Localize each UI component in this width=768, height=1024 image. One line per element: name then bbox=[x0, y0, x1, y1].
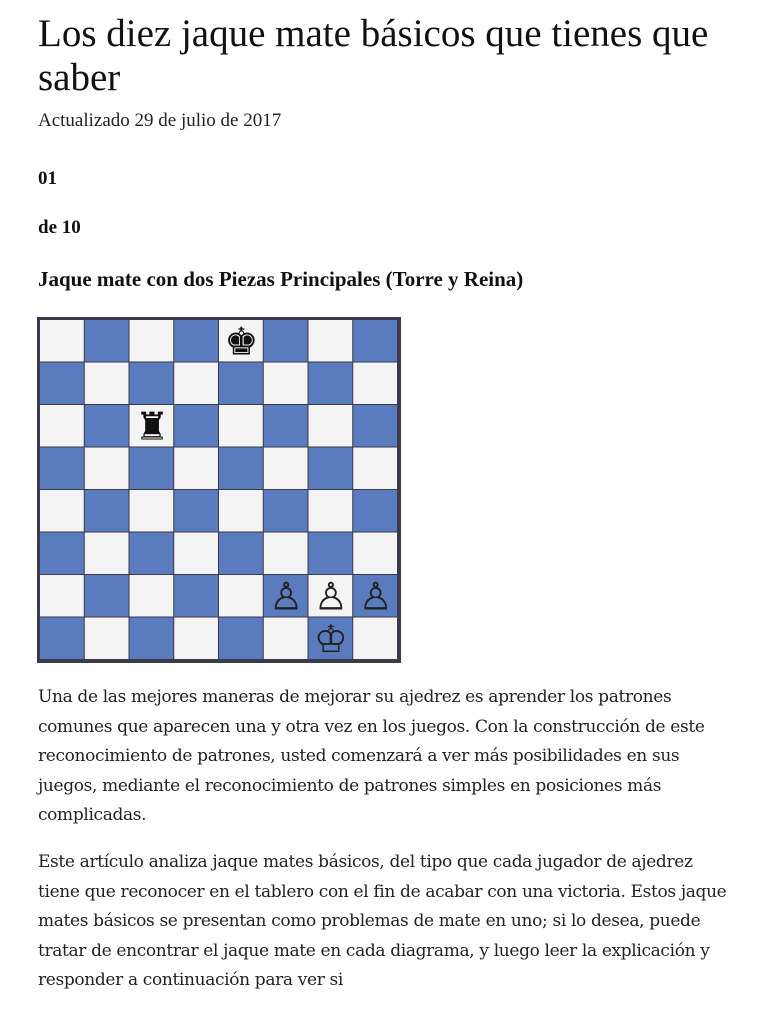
square-h3 bbox=[353, 533, 397, 575]
white-pawn-h2: ♙ bbox=[358, 574, 393, 619]
square-e5 bbox=[219, 448, 263, 490]
square-d1 bbox=[174, 618, 218, 660]
square-g5 bbox=[309, 448, 353, 490]
square-c7 bbox=[130, 363, 174, 405]
square-h8 bbox=[353, 320, 397, 362]
square-a4 bbox=[40, 490, 84, 532]
square-f4 bbox=[264, 490, 308, 532]
square-c2 bbox=[130, 575, 174, 617]
square-b8 bbox=[85, 320, 129, 362]
square-a7 bbox=[40, 363, 84, 405]
square-a2 bbox=[40, 575, 84, 617]
article-title: Los diez jaque mate básicos que tienes que saber bbox=[38, 12, 709, 99]
white-pawn-g2: ♙ bbox=[313, 574, 348, 619]
square-d4 bbox=[174, 490, 218, 532]
square-e7 bbox=[219, 363, 263, 405]
white-king-g1: ♔ bbox=[313, 616, 348, 661]
square-f5 bbox=[264, 448, 308, 490]
chess-diagram bbox=[37, 317, 401, 663]
square-a1 bbox=[40, 618, 84, 660]
square-e2 bbox=[219, 575, 263, 617]
square-a8 bbox=[40, 320, 84, 362]
square-c1 bbox=[130, 618, 174, 660]
square-e4 bbox=[219, 490, 263, 532]
square-h6 bbox=[353, 405, 397, 447]
square-g3 bbox=[309, 533, 353, 575]
square-b3 bbox=[85, 533, 129, 575]
square-h1 bbox=[353, 618, 397, 660]
square-a6 bbox=[40, 405, 84, 447]
description-paragraph: Este artículo analiza jaque mates básicos, del tipo que cada jugador de ajedrez tiene que reconocer en el tablero con el fin de acabar con una victoria. Estos jaque mates básicos se presentan como problemas de mate en uno; si lo desea, puede tratar de encontrar el jaque mate en cada diagrama, y luego leer la explicación y responder a continuación para ver si bbox=[38, 852, 727, 990]
square-c4 bbox=[130, 490, 174, 532]
square-b6 bbox=[85, 405, 129, 447]
square-f6 bbox=[264, 405, 308, 447]
square-h4 bbox=[353, 490, 397, 532]
square-c5 bbox=[130, 448, 174, 490]
square-b1 bbox=[85, 618, 129, 660]
square-d6 bbox=[174, 405, 218, 447]
square-f1 bbox=[264, 618, 308, 660]
step-number: 01 bbox=[38, 168, 57, 189]
square-d2 bbox=[174, 575, 218, 617]
square-e6 bbox=[219, 405, 263, 447]
square-a3 bbox=[40, 533, 84, 575]
square-e3 bbox=[219, 533, 263, 575]
square-h7 bbox=[353, 363, 397, 405]
square-g8 bbox=[309, 320, 353, 362]
square-c8 bbox=[130, 320, 174, 362]
square-d5 bbox=[174, 448, 218, 490]
square-d3 bbox=[174, 533, 218, 575]
updated-date: Actualizado 29 de julio de 2017 bbox=[38, 110, 282, 131]
chess-board bbox=[37, 317, 401, 663]
square-f3 bbox=[264, 533, 308, 575]
step-title: Jaque mate con dos Piezas Principales (Torre y Reina) bbox=[38, 267, 524, 291]
white-pawn-f2: ♙ bbox=[269, 574, 304, 619]
square-c3 bbox=[130, 533, 174, 575]
square-d7 bbox=[174, 363, 218, 405]
square-g6 bbox=[309, 405, 353, 447]
step-total: de 10 bbox=[38, 217, 81, 238]
intro-paragraph: Una de las mejores maneras de mejorar su ajedrez es aprender los patrones comunes que aparecen una y otra vez en los juegos. Con la construcción de este reconocimiento de patrones, usted comenzará a ver más posibilidades en sus juegos, mediante el reconocimiento de patrones simples en posiciones más complicadas. bbox=[38, 687, 705, 825]
square-b5 bbox=[85, 448, 129, 490]
square-g7 bbox=[309, 363, 353, 405]
square-a5 bbox=[40, 448, 84, 490]
black-rook-c6: ♜ bbox=[134, 404, 169, 449]
black-king-e8: ♚ bbox=[224, 319, 259, 364]
square-e1 bbox=[219, 618, 263, 660]
square-h5 bbox=[353, 448, 397, 490]
square-d8 bbox=[174, 320, 218, 362]
square-b4 bbox=[85, 490, 129, 532]
square-f8 bbox=[264, 320, 308, 362]
square-b2 bbox=[85, 575, 129, 617]
square-g4 bbox=[309, 490, 353, 532]
square-f7 bbox=[264, 363, 308, 405]
square-b7 bbox=[85, 363, 129, 405]
